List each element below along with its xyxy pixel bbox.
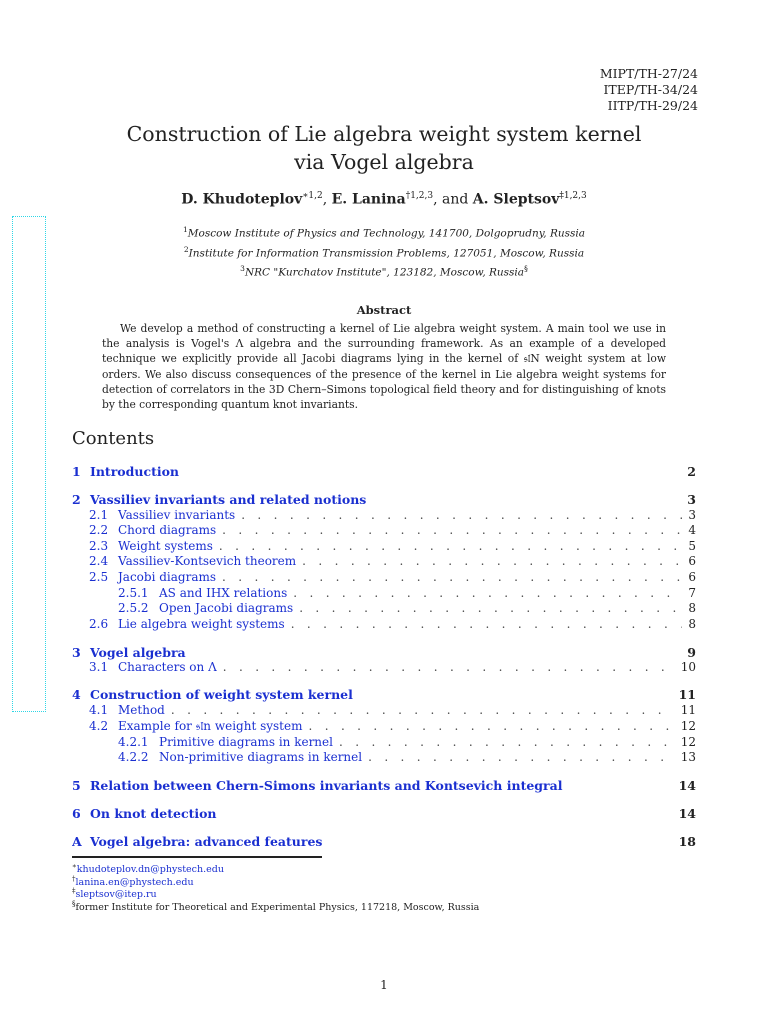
- toc-leader-dots: [171, 703, 675, 717]
- toc-page-number: 3: [688, 508, 696, 522]
- toc-leader-dots: [222, 570, 682, 584]
- toc-page-number: 8: [688, 601, 696, 615]
- toc-number[interactable]: 2.6: [89, 617, 109, 631]
- toc-leader-dots: [293, 586, 682, 600]
- toc-leader-dots: [222, 523, 682, 537]
- title-line: Construction of Lie algebra weight system kernel: [126, 122, 642, 146]
- toc-number[interactable]: 4.1: [89, 703, 109, 717]
- toc-entry[interactable]: [72, 586, 696, 600]
- toc-number[interactable]: 2: [72, 492, 81, 507]
- toc-page-number: 3: [687, 492, 696, 507]
- report-numbers: [600, 66, 698, 114]
- toc-entry[interactable]: [72, 834, 696, 849]
- email-link[interactable]: sleptsov@itep.ru: [75, 889, 157, 901]
- toc-entry[interactable]: [72, 703, 696, 717]
- toc-number[interactable]: 4.2: [89, 719, 109, 733]
- toc-page-number: 6: [688, 570, 696, 584]
- toc-page-number: 12: [680, 719, 696, 733]
- toc-leader-dots: [308, 719, 674, 733]
- toc-link[interactable]: Example for 𝔰𝔩n weight system: [118, 719, 303, 733]
- toc-entry[interactable]: [72, 539, 696, 553]
- author-name: D. Khudoteplov: [181, 191, 303, 208]
- contents-heading: Contents: [72, 428, 155, 449]
- toc-entry[interactable]: [72, 523, 696, 537]
- toc-leader-dots: [291, 617, 683, 631]
- toc-link[interactable]: Vogel algebra: [90, 645, 186, 660]
- toc-page-number: 6: [688, 554, 696, 568]
- toc-entry[interactable]: [72, 778, 696, 793]
- toc-number[interactable]: A: [72, 834, 82, 849]
- report-number: IITP/TH-29/24: [607, 98, 698, 113]
- email-link[interactable]: khudoteplov.dn@phystech.edu: [76, 864, 224, 876]
- toc-link[interactable]: On knot detection: [90, 806, 217, 821]
- toc-page-number: 14: [678, 806, 696, 821]
- toc-link[interactable]: Weight systems: [118, 539, 213, 553]
- toc-entry[interactable]: [72, 492, 696, 507]
- toc-page-number: 18: [678, 834, 696, 849]
- toc-entry[interactable]: [72, 617, 696, 631]
- author-marker: ∗1,2: [302, 191, 323, 201]
- page-number: 1: [380, 978, 388, 992]
- toc-link[interactable]: Vassiliev invariants and related notions: [90, 492, 367, 507]
- toc-page-number: 14: [678, 778, 696, 793]
- toc-link[interactable]: Characters on Λ: [118, 660, 217, 674]
- toc-page-number: 12: [680, 735, 696, 749]
- toc-link[interactable]: Open Jacobi diagrams: [159, 601, 294, 615]
- toc-entry[interactable]: [72, 645, 696, 660]
- toc-number[interactable]: 5: [72, 778, 81, 793]
- author-marker: †1,2,3: [405, 191, 434, 201]
- toc-number[interactable]: 1: [72, 464, 81, 479]
- toc-number[interactable]: 3.1: [89, 660, 109, 674]
- toc-entry[interactable]: [72, 719, 696, 734]
- toc-number[interactable]: 4.2.2: [118, 750, 149, 764]
- toc-entry[interactable]: [72, 554, 696, 568]
- toc-number[interactable]: 2.1: [89, 508, 109, 522]
- footnote-marker: †: [72, 874, 76, 883]
- abstract-text: We develop a method of constructing a kernel of Lie algebra weight system. A main tool we use in the analysis is Vogel's Λ algebra and the surrounding framework. As an example of a developed technique we explicitly provide all Jacobi diagrams lying in the kernel of 𝔰𝔩N weight system at low orders. We also discuss consequences of the presence of the kernel in Lie algebra weight systems for detection of correlators in the 3D Chern–Simons topological field theory and for distinguishing of knots by the corresponding quantum knot invariants.: [102, 322, 666, 412]
- toc-leader-dots: [241, 508, 682, 522]
- footnote-rule: [72, 856, 322, 858]
- title-line: via Vogel algebra: [294, 150, 474, 174]
- toc-number[interactable]: 6: [72, 806, 81, 821]
- toc-leader-dots: [223, 660, 675, 674]
- link-highlight-box: [12, 216, 46, 712]
- toc-link[interactable]: Introduction: [90, 464, 180, 479]
- footnote-marker: ‡: [72, 887, 76, 895]
- toc-page-number: 4: [688, 523, 696, 537]
- toc-link[interactable]: Jacobi diagrams: [118, 570, 217, 584]
- toc-page-number: 13: [680, 750, 696, 764]
- toc-link[interactable]: Construction of weight system kernel: [90, 687, 353, 702]
- author-separator: , and: [433, 191, 469, 208]
- toc-link[interactable]: Vassiliev-Kontsevich theorem: [118, 554, 297, 568]
- toc-number[interactable]: 2.5.2: [118, 601, 149, 615]
- toc-entry[interactable]: [72, 750, 696, 764]
- report-number: MIPT/TH-27/24: [599, 66, 698, 81]
- affiliation: $^1$Moscow Institute of Physics and Technology, 141700, Dolgoprudny, Russia: [182, 225, 586, 240]
- toc-number[interactable]: 2.3: [89, 539, 109, 553]
- toc-entry[interactable]: [72, 660, 696, 674]
- abstract-heading: Abstract: [356, 303, 412, 317]
- author-list: D. Khudoteplov$^{∗1,2}$, E. Lanina$^{\dagger 1,2,3}$, and A. Sleptsov$^{\ddagger 1,2,3}$: [181, 191, 587, 208]
- author-marker: ‡1,2,3: [559, 191, 587, 201]
- toc-link[interactable]: Vassiliev invariants: [118, 508, 236, 522]
- toc-page-number: 11: [680, 703, 696, 717]
- toc-link[interactable]: AS and IHX relations: [159, 586, 288, 600]
- toc-link[interactable]: Chord diagrams: [118, 523, 217, 537]
- toc-link[interactable]: Non-primitive diagrams in kernel: [159, 750, 363, 764]
- affiliation: $^2$Institute for Information Transmission Problems, 127051, Moscow, Russia: [183, 244, 585, 259]
- footnote-marker: §: [72, 899, 76, 908]
- toc-link[interactable]: Relation between Chern-Simons invariants and Kontsevich integral: [90, 778, 563, 793]
- toc-link[interactable]: Vogel algebra: advanced features: [90, 834, 323, 849]
- toc-number[interactable]: 3: [72, 645, 81, 660]
- toc-number[interactable]: 2.4: [89, 554, 109, 568]
- toc-number[interactable]: 4.2.1: [118, 735, 149, 749]
- toc-page-number: 7: [688, 586, 696, 600]
- toc-entry[interactable]: [72, 508, 696, 522]
- toc-page-number: 9: [687, 645, 696, 660]
- toc-entry[interactable]: [72, 806, 696, 821]
- toc-leader-dots: [339, 735, 675, 749]
- footnote: [72, 898, 479, 914]
- toc-number[interactable]: 2.5.1: [118, 586, 149, 600]
- report-number: ITEP/TH-34/24: [603, 82, 698, 97]
- toc-entry[interactable]: [72, 601, 696, 615]
- toc-number[interactable]: 2.2: [89, 523, 109, 537]
- toc-page-number: 10: [680, 660, 696, 674]
- footnote-marker: ∗: [72, 862, 77, 870]
- toc-entry[interactable]: [72, 464, 696, 479]
- author-name: A. Sleptsov: [472, 191, 560, 208]
- toc-page-number: 5: [688, 539, 696, 553]
- toc-entry[interactable]: [72, 570, 696, 584]
- toc-entry[interactable]: [72, 687, 696, 702]
- author-name: E. Lanina: [331, 191, 406, 208]
- toc-page-number: 2: [687, 464, 696, 479]
- toc-link[interactable]: Method: [118, 703, 165, 717]
- toc-leader-dots: [299, 601, 682, 615]
- affiliations: [0, 222, 768, 281]
- toc-number[interactable]: 4: [72, 687, 81, 702]
- email-link[interactable]: lanina.en@phystech.edu: [75, 876, 194, 888]
- toc-page-number: 8: [688, 617, 696, 631]
- affiliation: $^3$NRC "Kurchatov Institute", 123182, Moscow, Russia§: [240, 264, 528, 279]
- toc-link[interactable]: Primitive diagrams in kernel: [159, 735, 333, 749]
- toc-page-number: 11: [678, 687, 696, 702]
- toc-leader-dots: [302, 554, 682, 568]
- toc-link[interactable]: Lie algebra weight systems: [118, 617, 285, 631]
- footnote-text: former Institute for Theoretical and Experimental Physics, 117218, Moscow, Russia: [75, 901, 480, 913]
- toc-leader-dots: [219, 539, 682, 553]
- paper-title: [0, 120, 768, 176]
- toc-entry[interactable]: [72, 735, 696, 749]
- toc-number[interactable]: 2.5: [89, 570, 109, 584]
- toc-leader-dots: [368, 750, 675, 764]
